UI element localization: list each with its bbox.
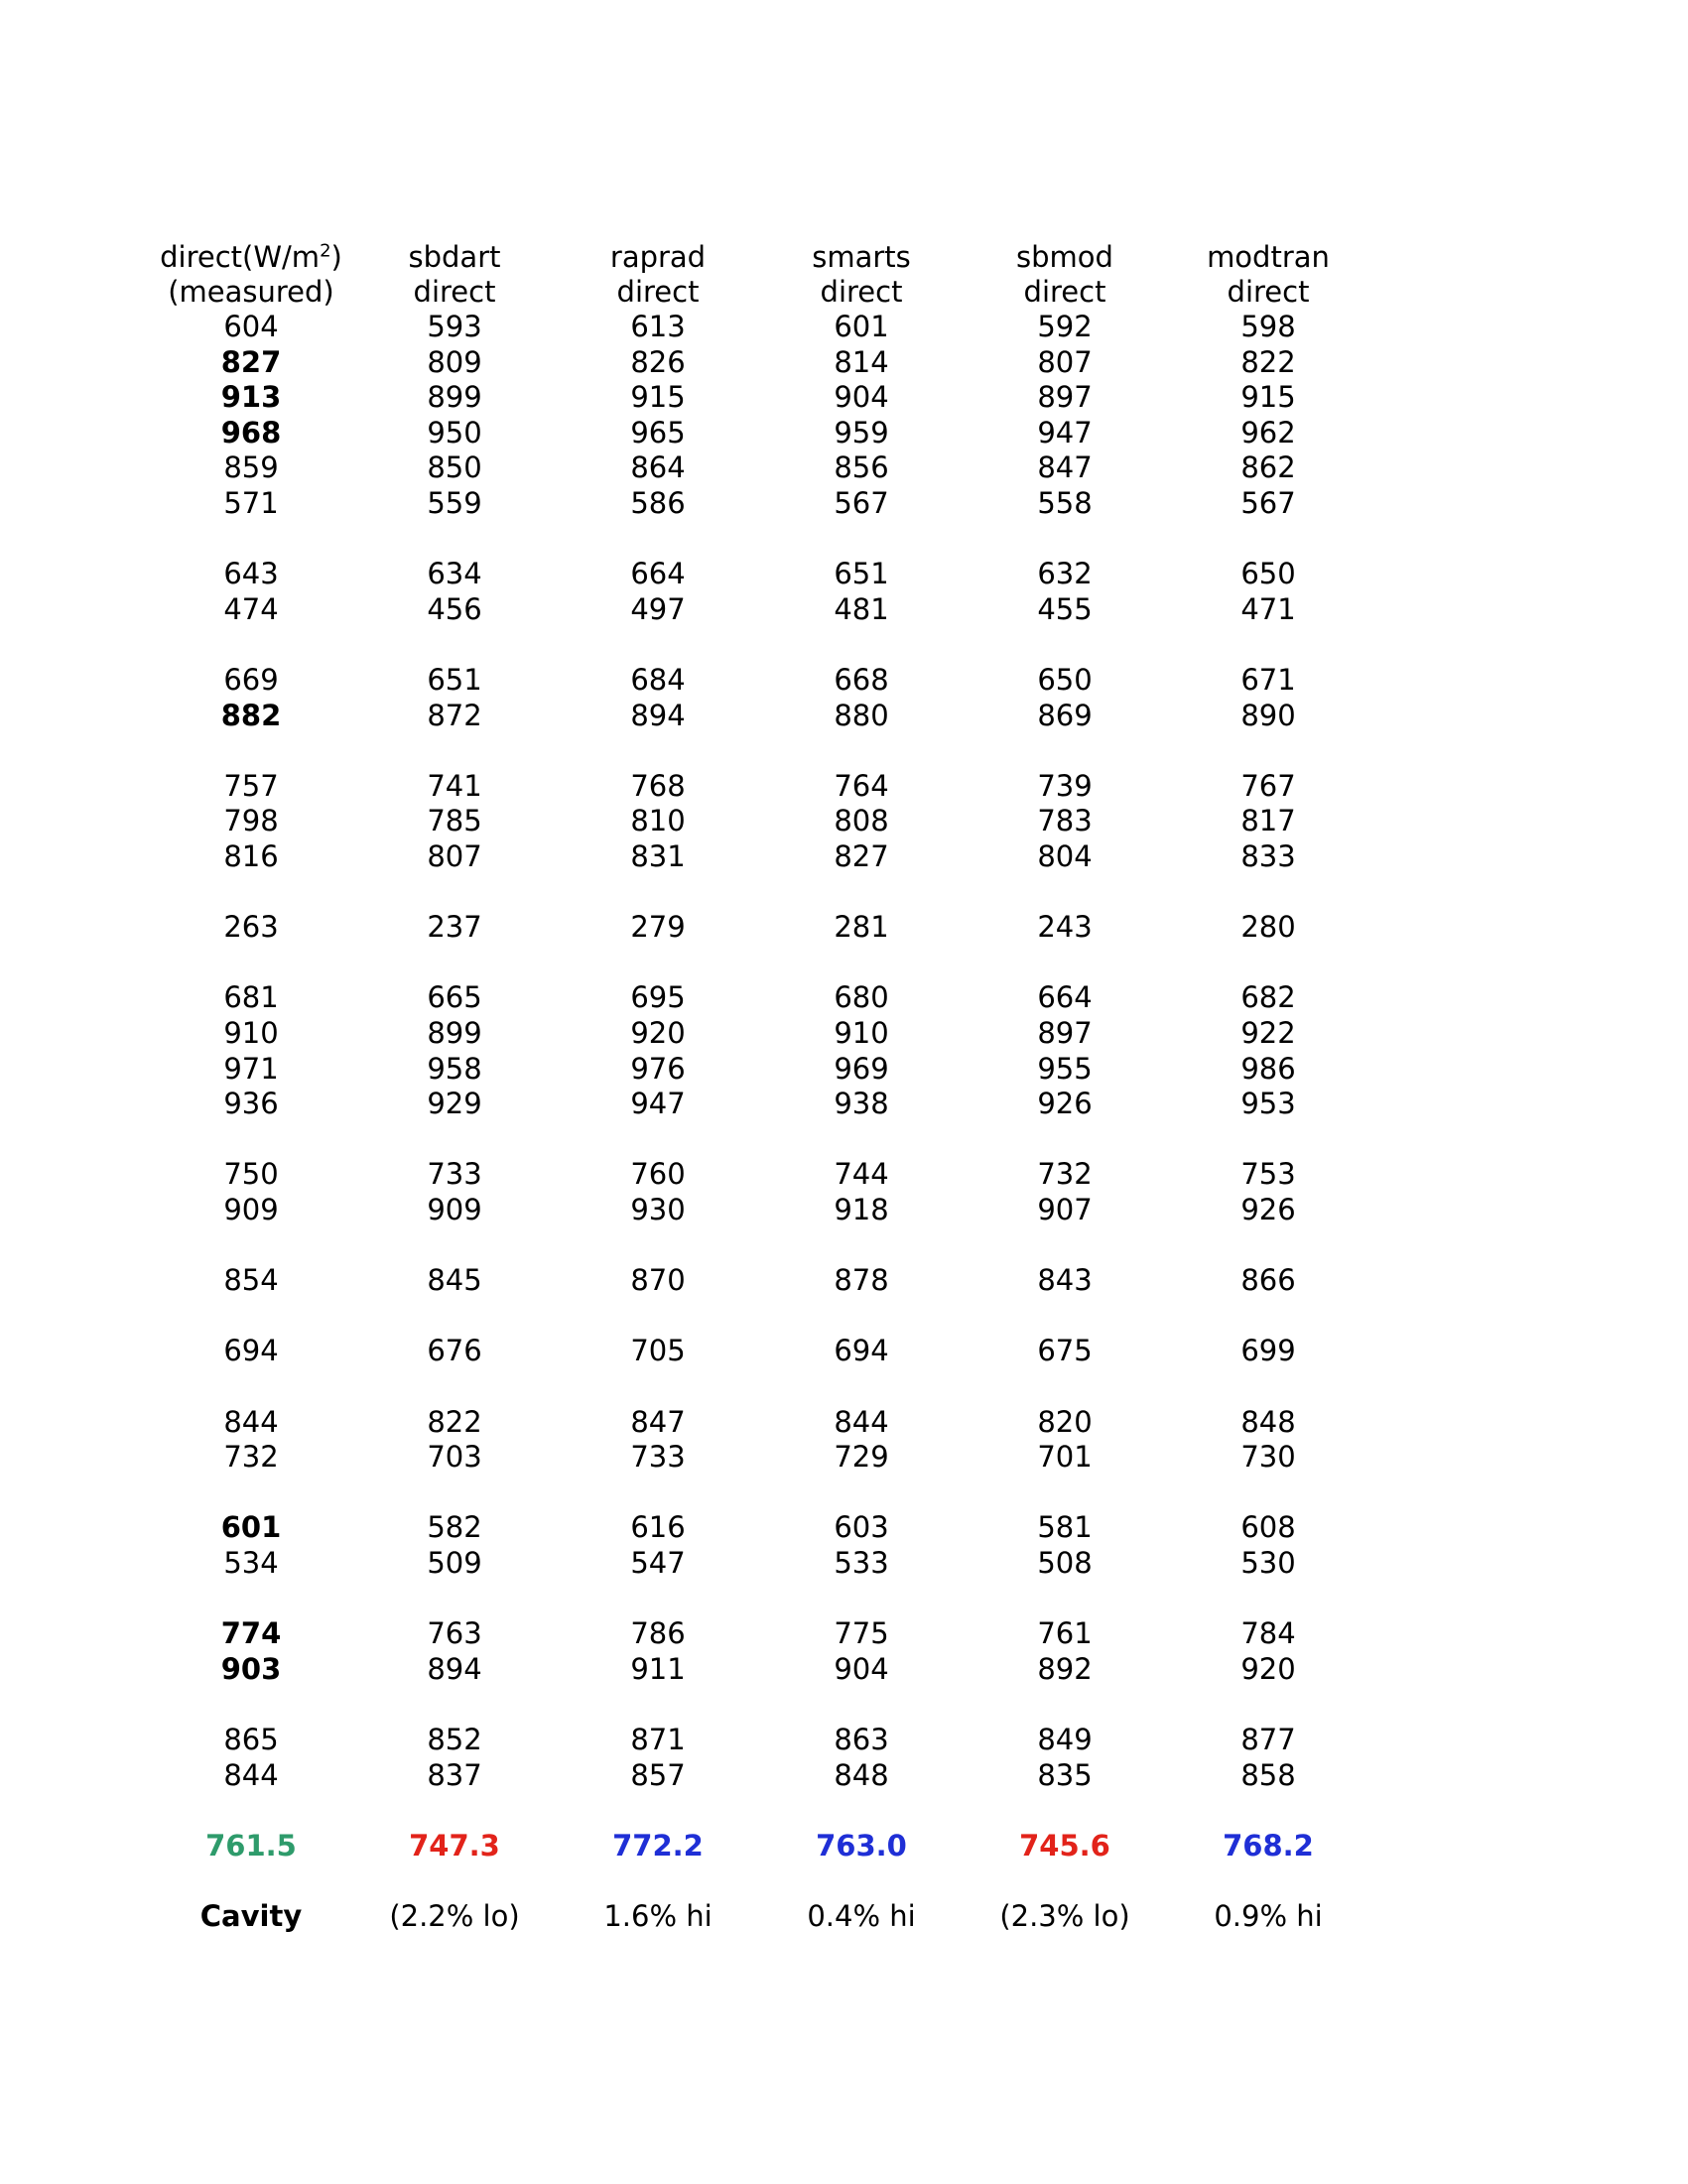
table-row [0, 698, 1688, 733]
table-row [0, 1439, 1688, 1475]
cell-smarts: 533 [834, 1546, 889, 1580]
cell-modtran: 817 [1240, 804, 1296, 838]
cell-sbdart: 837 [427, 1757, 482, 1792]
cell-smarts: 808 [834, 804, 889, 838]
cell-sbmod: 243 [1037, 910, 1093, 945]
cell-sbmod: 508 [1037, 1546, 1093, 1580]
cell-sbdart: 852 [427, 1723, 482, 1756]
table-row [0, 1086, 1688, 1121]
cell-sbdart: 509 [427, 1546, 482, 1580]
cell-measured: 913 [220, 380, 282, 415]
cell-sbmod: 745.6 [1019, 1828, 1110, 1863]
cell-sbdart: 763 [427, 1616, 482, 1651]
cell-smarts: 880 [834, 698, 889, 732]
cell-sbmod: 907 [1037, 1193, 1093, 1226]
cell-sbmod: 892 [1037, 1651, 1093, 1686]
cell-raprad: 911 [630, 1651, 686, 1686]
cell-measured: 757 [223, 768, 279, 803]
cell-smarts: 904 [834, 1651, 889, 1686]
table-row [0, 803, 1688, 838]
cell-sbmod: 807 [1037, 344, 1093, 379]
table-row [0, 379, 1688, 415]
cell-sbmod: 592 [1037, 310, 1093, 343]
cell-smarts: 938 [834, 1087, 889, 1121]
cell-sbmod: 632 [1037, 557, 1093, 591]
cell-raprad: 965 [630, 415, 686, 450]
cell-sbdart: 237 [427, 910, 482, 945]
cell-raprad: 684 [630, 663, 686, 697]
cell-measured: 910 [223, 1016, 279, 1050]
cell-measured: 474 [223, 591, 279, 626]
cell-measured: 534 [223, 1546, 279, 1580]
cell-raprad: 695 [630, 980, 686, 1015]
cell-sbmod: 650 [1037, 663, 1093, 697]
table-row [0, 1509, 1688, 1545]
cell-sbmod: 804 [1037, 839, 1093, 873]
header-cell: $direct(W/m^2)$ [160, 240, 342, 274]
cell-raprad: 864 [630, 450, 686, 485]
cell-sbdart: 807 [427, 839, 482, 873]
cell-sbmod: 455 [1037, 591, 1093, 626]
cell-sbmod: 701 [1037, 1440, 1093, 1475]
cell-raprad: 705 [630, 1334, 686, 1368]
cell-measured: 263 [223, 910, 279, 945]
cell-smarts: 0.4% hi [807, 1899, 916, 1933]
cell-raprad: 768 [630, 768, 686, 803]
cell-smarts: 694 [834, 1334, 889, 1368]
cell-sbdart: 676 [427, 1334, 482, 1368]
table-row [0, 1651, 1688, 1687]
cell-sbdart: 929 [427, 1087, 482, 1121]
cell-measured: 601 [220, 1510, 282, 1545]
table-row [0, 909, 1688, 945]
cell-modtran: 848 [1240, 1404, 1296, 1439]
cell-smarts: 281 [834, 910, 889, 945]
cell-raprad: 1.6% hi [603, 1899, 713, 1933]
table-row [0, 591, 1688, 627]
cell-smarts: 668 [834, 663, 889, 697]
cell-modtran: 699 [1240, 1334, 1296, 1368]
cell-sbdart: 593 [427, 310, 482, 343]
cell-raprad: 664 [630, 557, 686, 591]
cell-modtran: 0.9% hi [1214, 1899, 1323, 1933]
cell-smarts: 856 [834, 450, 889, 485]
cell-raprad: 947 [630, 1087, 686, 1121]
table-row [0, 1015, 1688, 1051]
header-cell: smarts [812, 240, 911, 274]
table-row [0, 1192, 1688, 1227]
cell-sbdart: 634 [427, 557, 482, 591]
cell-measured: 761.5 [205, 1828, 297, 1863]
cell-sbdart: 909 [427, 1193, 482, 1226]
header-row-2 [0, 274, 1688, 310]
cell-sbdart: 822 [427, 1404, 482, 1439]
cell-measured: 854 [223, 1263, 279, 1298]
table-row [0, 1545, 1688, 1581]
cell-raprad: 786 [630, 1616, 686, 1651]
cell-modtran: 822 [1240, 344, 1296, 379]
cell-modtran: 986 [1240, 1051, 1296, 1086]
cell-sbmod: 675 [1037, 1334, 1093, 1368]
cell-raprad: 915 [630, 380, 686, 415]
cell-raprad: 894 [630, 698, 686, 732]
cell-smarts: 603 [834, 1510, 889, 1545]
cell-modtran: 671 [1240, 663, 1296, 697]
cell-measured: 732 [223, 1440, 279, 1475]
cell-measured: 774 [220, 1616, 282, 1651]
table-row [0, 415, 1688, 450]
cell-measured: 669 [223, 663, 279, 697]
cell-sbmod: 897 [1037, 1016, 1093, 1050]
cell-smarts: 729 [834, 1440, 889, 1475]
table-row [0, 1051, 1688, 1087]
cell-measured: Cavity [199, 1899, 303, 1933]
cell-sbdart: 582 [427, 1510, 482, 1545]
cell-smarts: 844 [834, 1404, 889, 1439]
cell-raprad: 870 [630, 1263, 686, 1298]
cell-sbmod: 558 [1037, 486, 1093, 520]
header-cell: raprad [609, 240, 707, 274]
cell-sbmod: 869 [1037, 698, 1093, 732]
cell-sbmod: 926 [1037, 1087, 1093, 1121]
cell-modtran: 650 [1240, 557, 1296, 591]
cell-sbdart: 899 [427, 380, 482, 415]
cell-raprad: 871 [630, 1723, 686, 1756]
cell-raprad: 847 [630, 1404, 686, 1439]
cell-sbdart: 456 [427, 591, 482, 626]
cell-smarts: 959 [834, 415, 889, 450]
cell-raprad: 976 [630, 1051, 686, 1086]
cell-modtran: 922 [1240, 1016, 1296, 1050]
cell-measured: 865 [223, 1723, 279, 1756]
header-cell: direct [413, 275, 496, 309]
cell-sbmod: (2.3% lo) [999, 1899, 1130, 1933]
cell-measured: 903 [220, 1651, 282, 1686]
table-row [0, 309, 1688, 344]
cell-smarts: 969 [834, 1051, 889, 1086]
cell-modtran: 753 [1240, 1157, 1296, 1192]
cell-modtran: 866 [1240, 1263, 1296, 1298]
cell-smarts: 863 [834, 1723, 889, 1756]
cell-raprad: 772.2 [612, 1828, 704, 1863]
table-row [0, 1156, 1688, 1192]
cell-modtran: 833 [1240, 839, 1296, 873]
cell-smarts: 651 [834, 557, 889, 591]
header-cell: (measured) [168, 275, 334, 309]
cell-sbmod: 761 [1037, 1616, 1093, 1651]
cell-sbdart: 665 [427, 980, 482, 1015]
cell-modtran: 890 [1240, 698, 1296, 732]
cell-raprad: 930 [630, 1193, 686, 1226]
cell-modtran: 608 [1240, 1510, 1296, 1545]
cell-sbmod: 732 [1037, 1157, 1093, 1192]
cell-sbmod: 739 [1037, 768, 1093, 803]
cell-sbdart: 958 [427, 1051, 482, 1086]
cell-sbdart: 741 [427, 768, 482, 803]
table-row [0, 768, 1688, 804]
cell-measured: 827 [220, 344, 282, 379]
table-row [0, 1722, 1688, 1757]
cell-modtran: 530 [1240, 1546, 1296, 1580]
cell-measured: 859 [223, 450, 279, 485]
cell-modtran: 858 [1240, 1757, 1296, 1792]
cell-smarts: 878 [834, 1263, 889, 1298]
cell-modtran: 730 [1240, 1440, 1296, 1475]
table-row [0, 1404, 1688, 1440]
cell-smarts: 567 [834, 486, 889, 520]
cell-measured: 750 [223, 1157, 279, 1192]
cell-sbmod: 947 [1037, 415, 1093, 450]
cell-raprad: 760 [630, 1157, 686, 1192]
header-cell: sbdart [408, 240, 501, 274]
cell-smarts: 814 [834, 344, 889, 379]
table-row [0, 485, 1688, 521]
cell-modtran: 682 [1240, 980, 1296, 1015]
cell-measured: 844 [223, 1757, 279, 1792]
cell-sbdart: 785 [427, 804, 482, 838]
cell-measured: 816 [223, 839, 279, 873]
cell-raprad: 733 [630, 1440, 686, 1475]
cell-smarts: 763.0 [816, 1828, 907, 1863]
average-row [0, 1828, 1688, 1863]
cell-smarts: 481 [834, 591, 889, 626]
cell-modtran: 920 [1240, 1651, 1296, 1686]
header-cell: direct [1023, 275, 1106, 309]
cell-sbmod: 664 [1037, 980, 1093, 1015]
cell-measured: 643 [223, 557, 279, 591]
cell-sbmod: 783 [1037, 804, 1093, 838]
cell-measured: 571 [223, 486, 279, 520]
cell-modtran: 877 [1240, 1723, 1296, 1756]
cell-modtran: 953 [1240, 1087, 1296, 1121]
cell-measured: 936 [223, 1087, 279, 1121]
header-cell: direct [1227, 275, 1310, 309]
cell-smarts: 744 [834, 1157, 889, 1192]
cell-measured: 971 [223, 1051, 279, 1086]
cell-raprad: 616 [630, 1510, 686, 1545]
cell-raprad: 279 [630, 910, 686, 945]
cell-sbdart: 950 [427, 415, 482, 450]
table-row [0, 1333, 1688, 1368]
cell-smarts: 601 [834, 310, 889, 343]
cell-modtran: 598 [1240, 310, 1296, 343]
cell-measured: 968 [220, 415, 282, 450]
cell-smarts: 827 [834, 839, 889, 873]
table-row [0, 450, 1688, 485]
cell-sbmod: 897 [1037, 380, 1093, 415]
cell-sbmod: 820 [1037, 1404, 1093, 1439]
cell-raprad: 810 [630, 804, 686, 838]
cell-modtran: 862 [1240, 450, 1296, 485]
header-cell: direct [820, 275, 903, 309]
cell-measured: 694 [223, 1334, 279, 1368]
cell-sbdart: 651 [427, 663, 482, 697]
cell-sbdart: 894 [427, 1651, 482, 1686]
cell-sbdart: (2.2% lo) [389, 1899, 520, 1933]
cell-smarts: 918 [834, 1193, 889, 1226]
header-cell: sbmod [1016, 240, 1113, 274]
cell-sbmod: 581 [1037, 1510, 1093, 1545]
cell-modtran: 962 [1240, 415, 1296, 450]
cell-modtran: 471 [1240, 591, 1296, 626]
cell-smarts: 904 [834, 380, 889, 415]
cell-sbdart: 850 [427, 450, 482, 485]
header-cell: direct [616, 275, 700, 309]
cell-smarts: 680 [834, 980, 889, 1015]
cell-sbdart: 559 [427, 486, 482, 520]
cell-raprad: 920 [630, 1016, 686, 1050]
cell-measured: 798 [223, 804, 279, 838]
cell-smarts: 910 [834, 1016, 889, 1050]
cell-smarts: 764 [834, 768, 889, 803]
cell-sbdart: 845 [427, 1263, 482, 1298]
cell-sbmod: 847 [1037, 450, 1093, 485]
cell-raprad: 613 [630, 310, 686, 343]
cell-modtran: 567 [1240, 486, 1296, 520]
table-row [0, 1757, 1688, 1793]
cell-sbmod: 835 [1037, 1757, 1093, 1792]
cell-raprad: 547 [630, 1546, 686, 1580]
cell-modtran: 767 [1240, 768, 1296, 803]
cell-sbdart: 733 [427, 1157, 482, 1192]
cell-raprad: 497 [630, 591, 686, 626]
table-row [0, 556, 1688, 591]
cell-sbdart: 809 [427, 344, 482, 379]
cell-measured: 844 [223, 1404, 279, 1439]
table-row [0, 1262, 1688, 1298]
cell-modtran: 280 [1240, 910, 1296, 945]
table-row [0, 979, 1688, 1015]
table-row [0, 662, 1688, 698]
cell-measured: 604 [223, 310, 279, 343]
cell-sbdart: 703 [427, 1440, 482, 1475]
footer-row [0, 1898, 1688, 1934]
table-row [0, 838, 1688, 874]
cell-sbmod: 955 [1037, 1051, 1093, 1086]
cell-modtran: 926 [1240, 1193, 1296, 1226]
cell-smarts: 775 [834, 1616, 889, 1651]
cell-sbdart: 872 [427, 698, 482, 732]
cell-raprad: 857 [630, 1757, 686, 1792]
cell-raprad: 586 [630, 486, 686, 520]
cell-sbdart: 747.3 [409, 1828, 500, 1863]
cell-smarts: 848 [834, 1757, 889, 1792]
cell-raprad: 831 [630, 839, 686, 873]
cell-modtran: 784 [1240, 1616, 1296, 1651]
cell-measured: 882 [220, 698, 282, 732]
header-row-1 [0, 239, 1688, 275]
cell-sbdart: 899 [427, 1016, 482, 1050]
header-cell: modtran [1207, 240, 1330, 274]
cell-modtran: 768.2 [1223, 1828, 1314, 1863]
table-row [0, 344, 1688, 380]
cell-raprad: 826 [630, 344, 686, 379]
cell-sbmod: 849 [1037, 1723, 1093, 1756]
cell-modtran: 915 [1240, 380, 1296, 415]
table-row [0, 1615, 1688, 1651]
cell-sbmod: 843 [1037, 1263, 1093, 1298]
cell-measured: 909 [223, 1193, 279, 1226]
cell-measured: 681 [223, 980, 279, 1015]
